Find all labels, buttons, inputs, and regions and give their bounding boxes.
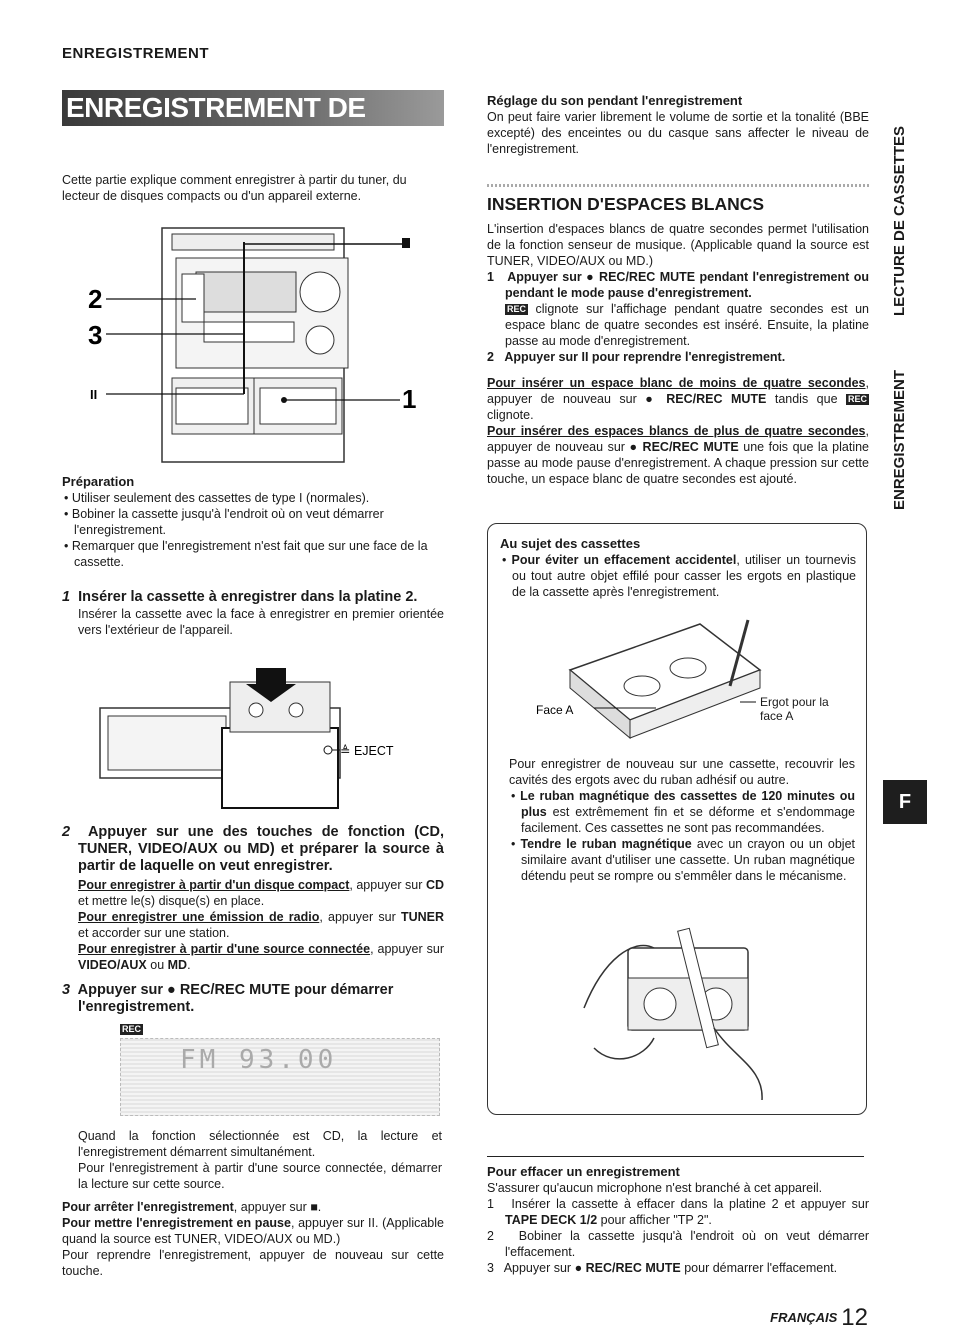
step-1 — [62, 589, 444, 638]
insertion-step1-title: Appuyer sur ● REC/REC MUTE pendant l'enregistrement ou pendant le mode pause d'enregistrement. — [505, 270, 869, 300]
step-number: 3 — [62, 982, 71, 998]
list-item: • Tendre le ruban magnétique avec un crayon ou un objet similaire avant d'utiliser une cassette. Un ruban magnétique détendu peut se rompre ou s'emmêler dans le mécanisme. — [511, 837, 855, 883]
list-item: • Pour éviter un effacement accidentel, utiliser un tournevis ou tout autre objet effilé pour casser les ergots en plastique de la cassette après l'enregistrement. — [502, 553, 856, 599]
step-3 — [62, 982, 444, 1016]
label-1: 1 — [402, 384, 417, 414]
list-item: • Bobiner la cassette jusqu'à l'endroit où on veut démarrer l'enregistrement. — [64, 507, 384, 537]
insertion-step1-body: REC clignote sur l'affichage pendant quatre secondes est un espace blanc de quatre secondes est inséré. Ensuite, la platine passe au mode d'enregistrement. — [505, 302, 869, 348]
more-than-four-note: Pour insérer des espaces blancs de plus de quatre secondes, appuyer de nouveau sur ● REC/REC MUTE une fois que la platine passe au mode pause d'enregistrement. A chaque pression sur cette touche, un espace blanc de quatre secondes est ajouté. — [487, 424, 870, 486]
step-3-body: Quand la fonction sélectionnée est CD, la lecture et l'enregistrement démarrent simultanément. Pour l'enregistrement à partir d'une source connectée, démarrer la lecture sur cette source. — [78, 1129, 442, 1191]
radio-instruction: Pour enregistrer une émission de radio, appuyer sur TUNER et accorder sur une station. — [78, 910, 444, 940]
erase-intro: S'assurer qu'aucun microphone n'est branché à cet appareil. — [487, 1181, 823, 1195]
page-title: ENREGISTREMENT DE BASE — [62, 90, 444, 126]
list-item: 2 Bobiner la cassette jusqu'à l'endroit où on veut démarrer l'effacement. — [487, 1229, 869, 1259]
cassette-box-bottom — [509, 756, 855, 884]
insertion-step2-title: Appuyer sur II pour reprendre l'enregistrement. — [504, 350, 786, 364]
rec-indicator: REC — [122, 1024, 142, 1034]
reuse-text: Pour enregistrer de nouveau sur une cassette, recouvrir les cavités des ergots avec du ruban adhésif ou autre. — [509, 757, 855, 787]
list-item: • Utiliser seulement des cassettes de type I (normales). — [64, 491, 370, 505]
insertion-section: INSERTION D'ESPACES BLANCS L'insertion d'espaces blancs de quatre secondes permet l'utilisation de la fonction senseur de musique. (Applicable quand la source est TUNER, VIDEO/AUX ou MD.) 1 Appuyer sur ● REC/REC MUTE pendant l'enregistrement ou pendant le mode pause d'enregistrement. REC clignote sur l'affichage pendant quatre secondes est un espace blanc de quatre secondes est inséré. Ensuite, la platine passe au mode d'enregistrement. 2 Appuyer sur II pour reprendre l'enregistrement. Pour insérer un espace blanc de moins de quatre secondes, appuyer de nouveau sur ● REC/REC MUTE tandis que REC clignote. Pour insérer des espaces blancs de plus de quatre secondes, appuyer de nouveau sur ● REC/REC MUTE une fois que la platine passe au mode pause d'enregistrement. A chaque pression sur cette touche, un espace blanc de quatre secondes est ajouté. — [487, 194, 870, 486]
cassette-heading: Au sujet des cassettes — [500, 536, 641, 551]
footer-language: FRANÇAIS — [770, 1310, 838, 1325]
step-title: Appuyer sur ● REC/REC MUTE pour démarrer l'enregistrement. — [77, 982, 394, 1015]
page-number: 12 — [841, 1304, 868, 1331]
step-body: Insérer la cassette avec la face à enregistrer en premier orientée vers l'extérieur de l'appareil. — [78, 607, 444, 637]
cassette-tab-illustration — [530, 610, 830, 750]
face-a-label: Face A — [536, 703, 574, 717]
display-text: FM 93.00 — [180, 1045, 338, 1075]
eject-label: ≜ EJECT — [340, 744, 394, 758]
divider — [487, 1156, 864, 1157]
sound-adjust-section — [487, 93, 869, 157]
stop-pause-note: Pour arrêter l'enregistrement, appuyer sur ■. Pour mettre l'enregistrement en pause, appuyer sur II. (Applicable quand la source est TUNER, VIDEO/AUX ou MD.) Pour reprendre l'enregistrement, appuyer de nouveau sur cette touche. — [62, 1200, 444, 1278]
cassette-box-top — [500, 536, 856, 600]
sound-adjust-heading: Réglage du son pendant l'enregistrement — [487, 93, 743, 108]
erase-section — [487, 1164, 869, 1276]
insertion-intro: L'insertion d'espaces blancs de quatre secondes permet l'utilisation de la fonction senseur de musique. (Applicable quand la source est TUNER, VIDEO/AUX ou MD.) — [487, 222, 869, 268]
side-tab — [888, 84, 914, 514]
preparation-list — [62, 490, 444, 570]
step-number: 1 — [62, 589, 71, 605]
list-item: • Remarquer que l'enregistrement n'est fait que sur une face de la cassette. — [64, 539, 428, 569]
insertion-heading: INSERTION D'ESPACES BLANCS — [487, 194, 765, 214]
step-title: Appuyer sur une des touches de fonction (CD, TUNER, VIDEO/AUX ou MD) et préparer la source à partir de laquelle on veut enregistrer. — [78, 824, 444, 874]
side-tab-line1: LECTURE DE CASSETTES — [891, 125, 908, 316]
external-instruction: Pour enregistrer à partir d'une source connectée, appuyer sur VIDEO/AUX ou MD. — [78, 942, 444, 972]
side-tab-line2: ENREGISTREMENT — [891, 369, 908, 510]
divider — [487, 184, 869, 187]
sound-adjust-body: On peut faire varier librement le volume de sortie et la tonalité (BBE excepté) des enceintes ou du casque sans affecter le niveau de l'enregistrement. — [487, 110, 869, 156]
stereo-unit-illustration — [84, 222, 424, 468]
erase-heading: Pour effacer un enregistrement — [487, 1164, 680, 1179]
step-number: 2 — [62, 824, 71, 840]
intro-text: Cette partie explique comment enregistrer à partir du tuner, du lecteur de disques compacts ou d'un appareil externe. — [62, 173, 407, 203]
list-item: • Le ruban magnétique des cassettes de 120 minutes ou plus est extrêmement fin et se déforme et s'endommage facilement. Ces cassettes ne sont pas recommandées. — [511, 789, 855, 835]
section-header: ENREGISTREMENT — [62, 45, 210, 62]
ergot-label: Ergot pour la face A — [760, 695, 829, 723]
less-than-four-note: Pour insérer un espace blanc de moins de quatre secondes, appuyer de nouveau sur ● REC/REC MUTE tandis que REC clignote. — [487, 376, 869, 422]
step-title: Insérer la cassette à enregistrer dans la platine 2. — [78, 589, 418, 605]
display-illustration — [120, 1024, 440, 1116]
cd-instruction: Pour enregistrer à partir d'un disque compact, appuyer sur CD et mettre le(s) disque(s) en place. — [78, 878, 444, 908]
tape-tension-illustration — [574, 918, 774, 1102]
language-tab: F — [883, 780, 927, 824]
list-item: 3 Appuyer sur ● REC/REC MUTE pour démarrer l'effacement. — [487, 1261, 838, 1275]
preparation-heading: Préparation — [62, 474, 135, 489]
cassette-insert-illustration — [96, 668, 426, 814]
list-item: 1 Insérer la cassette à effacer dans la platine 2 et appuyer sur TAPE DECK 1/2 pour afficher "TP 2". — [487, 1197, 869, 1227]
step-2 — [62, 824, 444, 973]
page-footer — [770, 1304, 868, 1331]
label-3: 3 — [88, 320, 103, 350]
label-2: 2 — [88, 284, 103, 314]
label-pause: II — [90, 387, 98, 402]
